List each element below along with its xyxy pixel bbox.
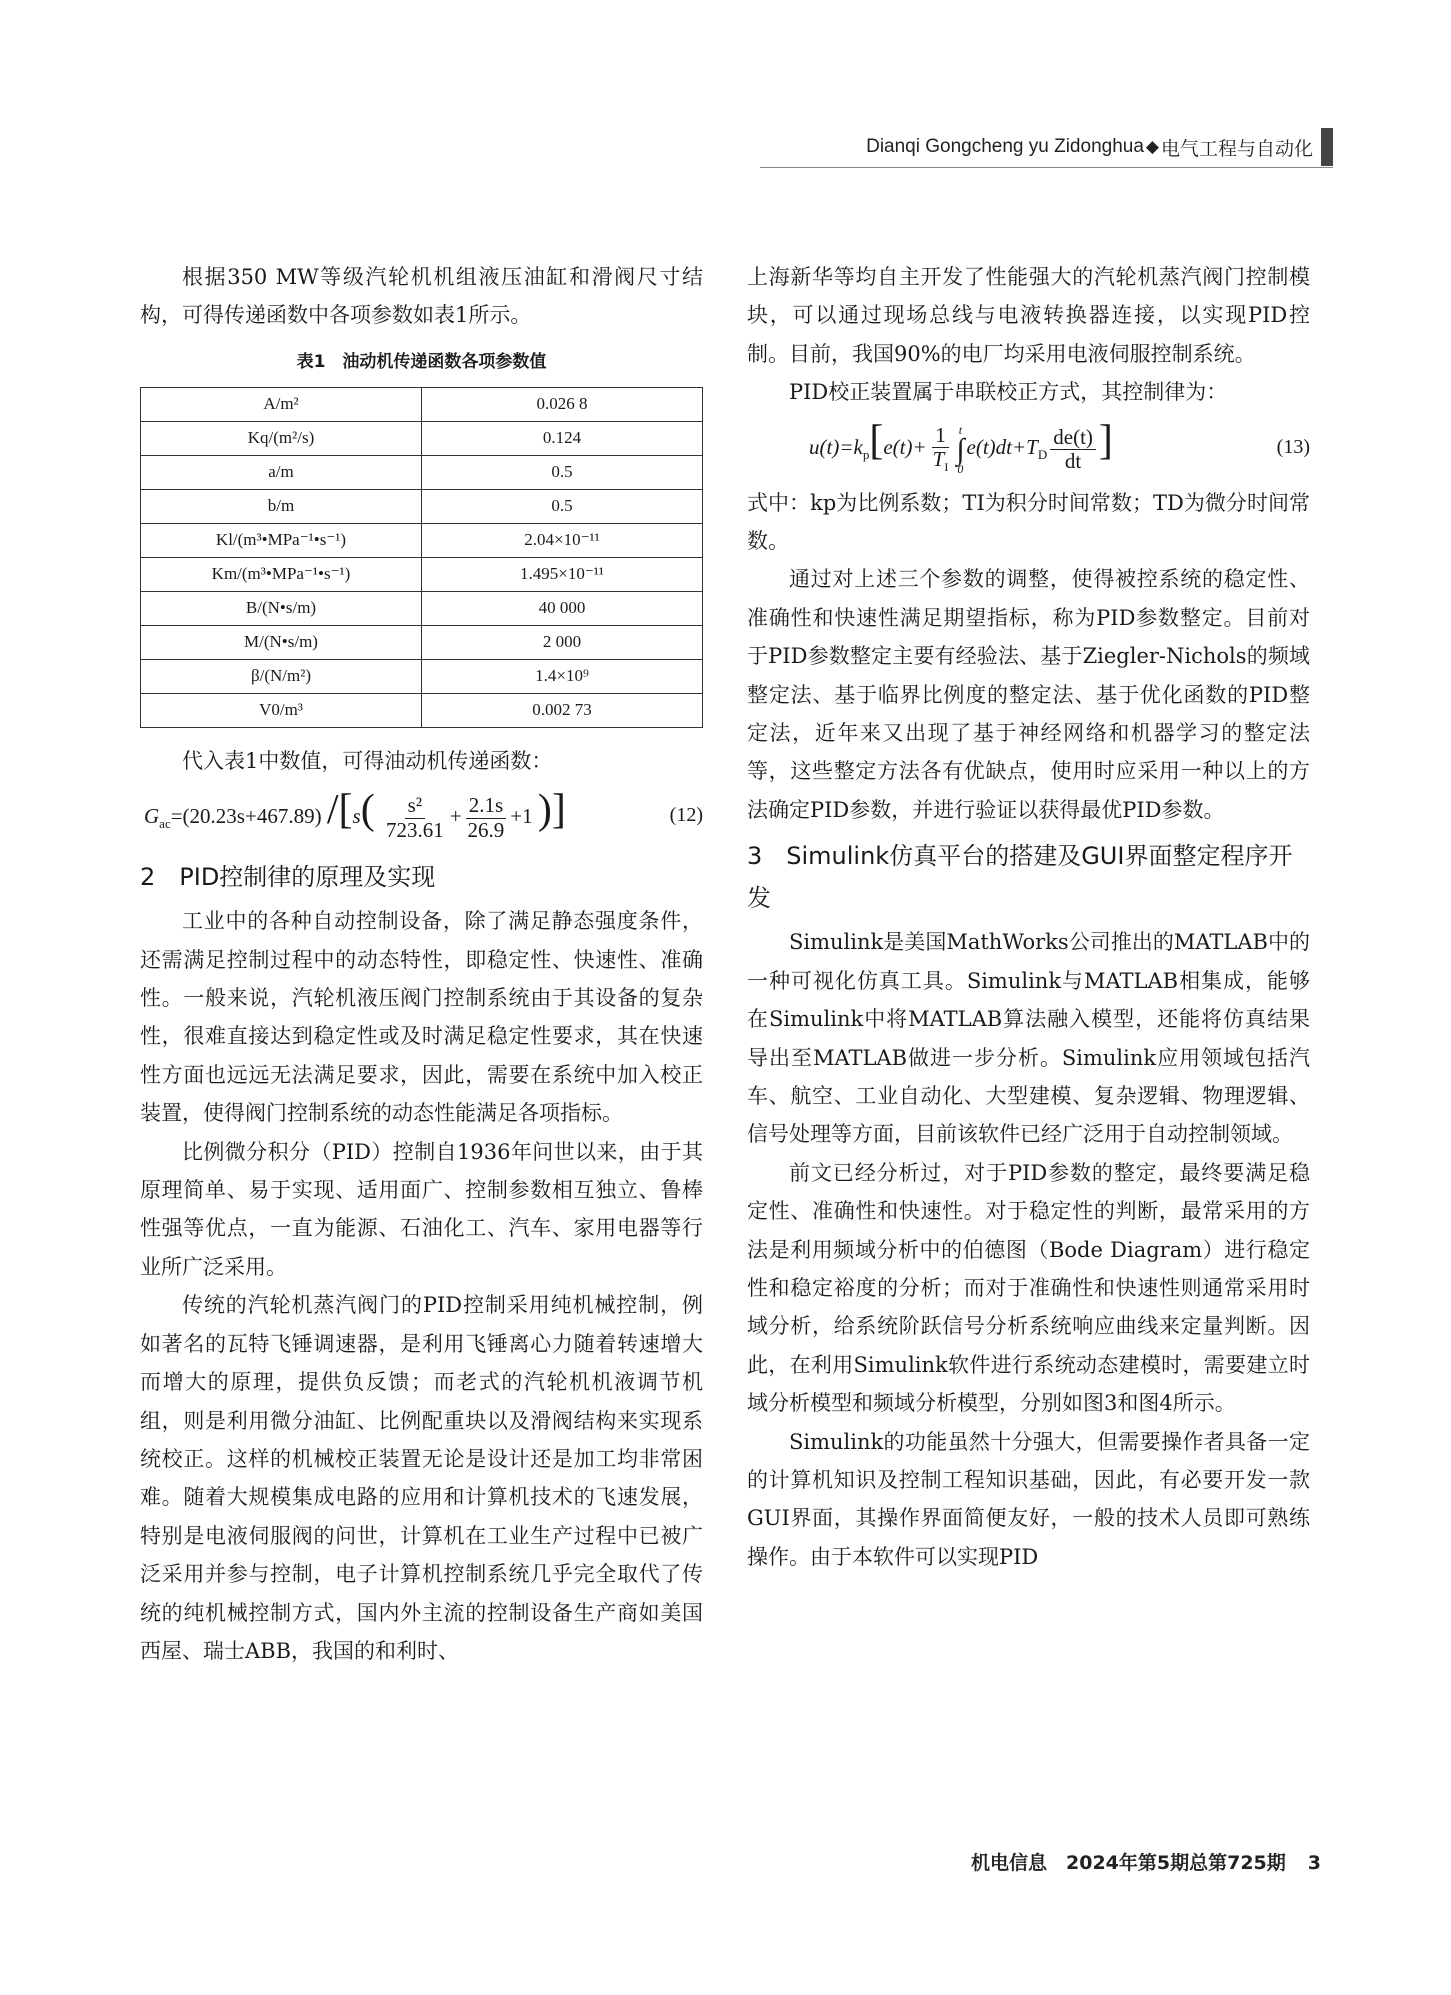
right-column	[747, 258, 1310, 1576]
table-1-caption: 表1 油动机传递函数各项参数值	[296, 351, 547, 372]
param-cell: B/(N•s/m)	[141, 591, 422, 625]
table-row	[141, 523, 703, 557]
paragraph-continuation: 上海新华等均自主开发了性能强大的汽轮机蒸汽阀门控制模块，可以通过现场总线与电液转换器连接，以实现PID控制。目前，我国90%的电厂均采用电液伺服控制系统。	[747, 265, 1310, 366]
header-bar-mark	[1321, 128, 1333, 166]
eq13-td-sub: D	[1037, 447, 1048, 463]
eq12-fraction-1	[383, 794, 447, 841]
eq12-tail: +1	[510, 803, 533, 828]
eq13-lhs-sub: p	[862, 447, 870, 463]
running-header	[866, 128, 1333, 166]
equation-12: $G_{ac}=(20.23s+467.89)$ /[s( $\frac{\text{s²}}{723.61}$ + $\frac{2.1s}{26.9}$ +1 )] (12)	[144, 786, 703, 842]
eq12-number: (12)	[669, 803, 703, 826]
value-cell: 1.4×10⁹	[422, 659, 703, 693]
value-cell: 2.04×10⁻¹¹	[422, 523, 703, 557]
paragraph-analysis-models: 前文已经分析过，对于PID参数的整定，最终要满足稳定性、准确性和快速性。对于稳定性的判断，最常采用的方法是利用频域分析中的伯德图（Bode Diagram）进行稳定性和稳定裕度的分析；而对于准确性和快速性则通常采用时域分析，给系统阶跃信号分析系统响应曲线来定量判断。因此，在利用Simulink软件进行系统动态建模时，需要建立时域分析模型和频域分析模型，分别如图3和图4所示。	[747, 1160, 1310, 1416]
table-row	[141, 625, 703, 659]
eq12-f1-num: s²	[405, 794, 425, 818]
paragraph-table-intro: 根据350 MW等级汽轮机机组液压油缸和滑阀尺寸结构，可得传递函数中各项参数如表1所示。	[140, 265, 703, 328]
page-number: 3	[1307, 1852, 1321, 1874]
eq13-integrand: e(t)dt+T	[966, 435, 1038, 460]
param-cell: a/m	[141, 455, 422, 489]
section-3-title: 3 Simulink仿真平台的搭建及GUI界面整定程序开发	[747, 842, 1293, 913]
left-column	[140, 258, 703, 1670]
paragraph-simulink-intro: Simulink是美国MathWorks公司推出的MATLAB中的一种可视化仿真工具。Simulink与MATLAB相集成，能够在Simulink中将MATLAB算法融入模型，还能将仿真结果导出至MATLAB做进一步分析。Simulink应用领域包括汽车、航空、工业自动化、大型建模、复杂逻辑、物理逻辑、信号处理等方面，目前该软件已经广泛用于自动控制领域。	[747, 930, 1310, 1147]
param-cell: A/m²	[141, 387, 422, 421]
table-row	[141, 693, 703, 727]
integral-symbol: t ∫ 0	[956, 422, 965, 476]
param-cell: b/m	[141, 489, 422, 523]
table-row	[141, 455, 703, 489]
journal-name-pinyin: Dianqi Gongcheng yu Zidonghua	[866, 136, 1144, 157]
equation-13: $u(t)=k_p[e(t)+$ $\frac{1}{T_I}$ t ∫ 0 $e(t)dt+T_D$ $\frac{de(t)}{dt}$ ] (13)	[809, 418, 1310, 476]
page-footer	[971, 1848, 1321, 1875]
eq12-lhs-sub: ac	[159, 816, 171, 832]
diamond-separator-icon: ◆	[1145, 137, 1159, 157]
eq13-fraction-ti	[930, 424, 952, 474]
eq13-frac-den-sub: I	[944, 460, 949, 475]
eq13-et: e(t)+	[883, 435, 927, 460]
eq13-int-upper: t	[958, 422, 963, 437]
eq13-d-den: dt	[1064, 448, 1082, 473]
paragraph-symbol-definitions: 式中：kp为比例系数；TI为积分时间常数；TD为微分时间常数。	[747, 490, 1310, 554]
eq12-f2-num: 2.1s	[466, 794, 506, 818]
eq13-d-num: de(t)	[1050, 426, 1096, 450]
table-row	[141, 591, 703, 625]
eq13-fraction-derivative	[1050, 426, 1096, 473]
value-cell: 40 000	[422, 591, 703, 625]
footer-journal-issue: 机电信息 2024年第5期总第725期	[971, 1852, 1286, 1874]
paragraph-substitute: 代入表1中数值，可得油动机传递函数：	[182, 748, 553, 773]
value-cell: 0.124	[422, 421, 703, 455]
value-cell: 0.002 73	[422, 693, 703, 727]
table-row	[141, 421, 703, 455]
table-row	[141, 387, 703, 421]
section-2-title: 2 PID控制律的原理及实现	[140, 863, 436, 892]
eq12-f2-den: 26.9	[467, 817, 505, 842]
parameter-table	[140, 387, 703, 728]
eq12-fraction-2	[465, 794, 508, 841]
eq13-frac-den: T	[932, 447, 945, 472]
table-row	[141, 489, 703, 523]
value-cell: 2 000	[422, 625, 703, 659]
param-cell: β/(N/m²)	[141, 659, 422, 693]
eq12-numerator: =(20.23s+467.89)	[170, 803, 322, 828]
eq13-int-lower: 0	[957, 461, 964, 476]
eq12-lhs: G	[144, 803, 160, 828]
paragraph-mechanical-pid: 传统的汽轮机蒸汽阀门的PID控制采用纯机械控制，例如著名的瓦特飞锤调速器，是利用飞锤离心力随着转速增大而增大的原理，提供负反馈；而老式的汽轮机机液调节机组，则是利用微分油缸、比例配重块以及滑阀结构来实现系统校正。这样的机械校正装置无论是设计还是加工均非常困难。随着大规模集成电路的应用和计算机技术的飞速发展，特别是电液伺服阀的问世，计算机在工业生产过程中已被广泛采用并参与控制，电子计算机控制系统几乎完全取代了传统的纯机械控制方式，国内外主流的控制设备生产商如美国西屋、瑞士ABB，我国的和利时、	[140, 1293, 703, 1663]
paragraph-pid-history: 比例微分积分（PID）控制自1936年问世以来，由于其原理简单、易于实现、适用面广、控制参数相互独立、鲁棒性强等优点，一直为能源、石油化工、汽车、家用电器等行业所广泛采用。	[140, 1139, 703, 1279]
param-cell: M/(N•s/m)	[141, 625, 422, 659]
paragraph-pid-tuning: 通过对上述三个参数的调整，使得被控系统的稳定性、准确性和快速性满足期望指标，称为PID参数整定。目前对于PID参数整定主要有经验法、基于Ziegler-Nichols的频域整定法、基于临界比例度的整定法、基于优化函数的PID整定法，近年来又出现了基于神经网络和机器学习的整定法等，这些整定方法各有优缺点，使用时应采用一种以上的方法确定PID参数，并进行验证以获得最优PID参数。	[747, 567, 1310, 822]
paragraph-gui-development: Simulink的功能虽然十分强大，但需要操作者具备一定的计算机知识及控制工程知识基础，因此，有必要开发一款GUI界面，其操作界面简便友好，一般的技术人员即可熟练操作。由于本软件可以实现PID	[747, 1429, 1310, 1569]
param-cell: Km/(m³•MPa⁻¹•s⁻¹)	[141, 557, 422, 591]
param-cell: Kq/(m²/s)	[141, 421, 422, 455]
value-cell: 0.5	[422, 455, 703, 489]
table-row	[141, 557, 703, 591]
value-cell: 0.5	[422, 489, 703, 523]
paragraph-dynamic-characteristics: 工业中的各种自动控制设备，除了满足静态强度条件，还需满足控制过程中的动态特性，即稳定性、快速性、准确性。一般来说，汽轮机液压阀门控制系统由于其设备的复杂性，很难直接达到稳定性或及时满足稳定性要求，其在快速性方面也远远无法满足要求，因此，需要在系统中加入校正装置，使得阀门控制系统的动态性能满足各项指标。	[140, 909, 703, 1126]
param-cell: V0/m³	[141, 693, 422, 727]
param-cell: Kl/(m³•MPa⁻¹•s⁻¹)	[141, 523, 422, 557]
eq13-number: (13)	[1276, 436, 1310, 459]
table-row	[141, 659, 703, 693]
eq13-frac-num: 1	[932, 424, 949, 448]
eq12-f1-den: 723.61	[385, 817, 444, 842]
header-rule	[760, 167, 1333, 168]
value-cell: 1.495×10⁻¹¹	[422, 557, 703, 591]
value-cell: 0.026 8	[422, 387, 703, 421]
journal-name-chinese: 电气工程与自动化	[1160, 137, 1313, 160]
paragraph-control-law-intro: PID校正装置属于串联校正方式，其控制律为：	[789, 380, 1228, 405]
eq13-lhs: u(t)=k	[809, 435, 863, 460]
